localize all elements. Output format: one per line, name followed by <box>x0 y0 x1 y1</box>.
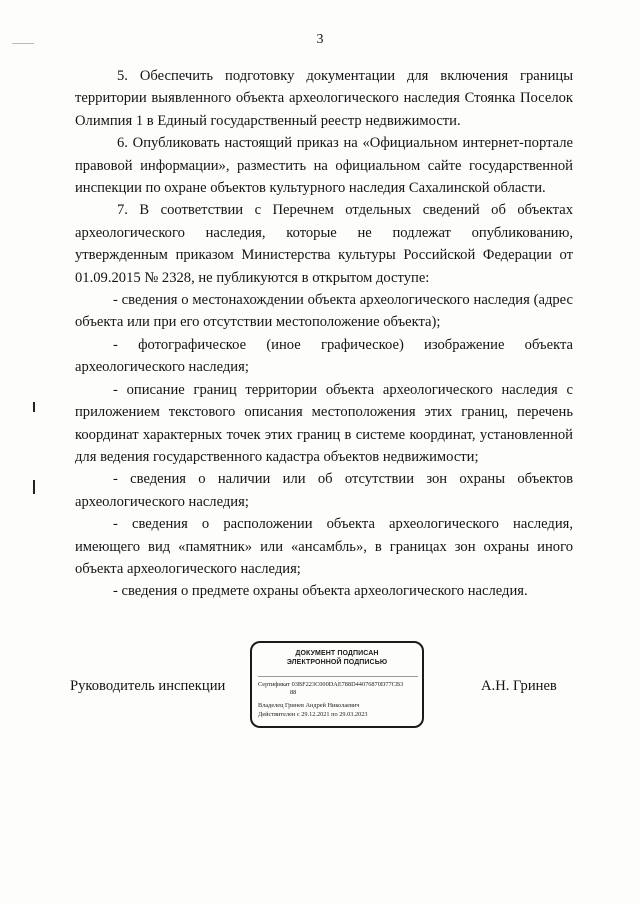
list-item-protection-zones: - сведения о наличии или об отсутствии зон охраны объектов археологического наследия; <box>75 471 573 510</box>
stamp-certificate <box>258 681 420 697</box>
stamp-certificate-line1: Сертификат 03BF223C000DAE788D44076870D77CB3 <box>258 681 404 688</box>
list-item-protection-subject: - сведения о предмете охраны объекта археологического наследия. <box>113 583 528 600</box>
stamp-certificate-line2: 88 <box>290 689 297 696</box>
paragraph-5: 5. Обеспечить подготовку документации для включения границы территории выявленного объекта археологического наследия Стоянка Поселок Олимпия 1 в Единый государственный реестр недвижимости. <box>75 68 573 129</box>
electronic-signature-stamp <box>250 641 424 728</box>
stamp-title-line1: ДОКУМЕНТ ПОДПИСАН <box>295 650 379 657</box>
list-item-location: - сведения о местонахождении объекта археологического наследия (адрес объекта или при его отсутствии местоположение объекта); <box>75 292 573 331</box>
stamp-title <box>252 649 422 667</box>
scan-mark <box>33 480 35 494</box>
stamp-title-line2: ЭЛЕКТРОННОЙ ПОДПИСЬЮ <box>286 659 388 666</box>
stamp-owner: Владелец Гринев Андрей Николаевич <box>258 702 360 709</box>
list-item-monument-location: - сведения о расположении объекта археологического наследия, имеющего вид «памятник» или «ансамбль», в границах зон охраны иного объекта археологического наследия; <box>75 516 573 577</box>
paragraph-6: 6. Опубликовать настоящий приказ на «Официальном интернет-портале правовой информации», разместить на официальном сайте государственной инспекции по охране объектов культурного наследия Сахалинской области. <box>75 135 573 197</box>
stamp-validity: Действителен с 29.12.2021 по 29.03.2023 <box>258 711 368 718</box>
document-body <box>75 65 573 603</box>
list-item-boundaries: - описание границ территории объекта археологического наследия с приложением текстового описания местоположения этих границ, перечень координат характерных точек этих границ в системе координат, установленной для ведения государственного кадастра объектов недвижимости; <box>75 381 573 465</box>
scan-mark <box>33 402 35 412</box>
stamp-divider <box>258 676 418 677</box>
signer-position: Руководитель инспекции <box>70 678 226 694</box>
signer-name: А.Н. Гринев <box>481 678 557 694</box>
paragraph-7: 7. В соответствии с Перечнем отдельных сведений об объектах археологического наследия, которые не подлежат опубликованию, утвержденным приказом Министерства культуры Российской Федерации от 01.09.2015 № 2328, не публикуются в открытом доступе: <box>75 202 573 286</box>
list-item-photo: - фотографическое (иное графическое) изображение объекта археологического наследия; <box>75 336 573 376</box>
scan-mark <box>12 43 34 44</box>
page-number: 3 <box>316 32 324 47</box>
